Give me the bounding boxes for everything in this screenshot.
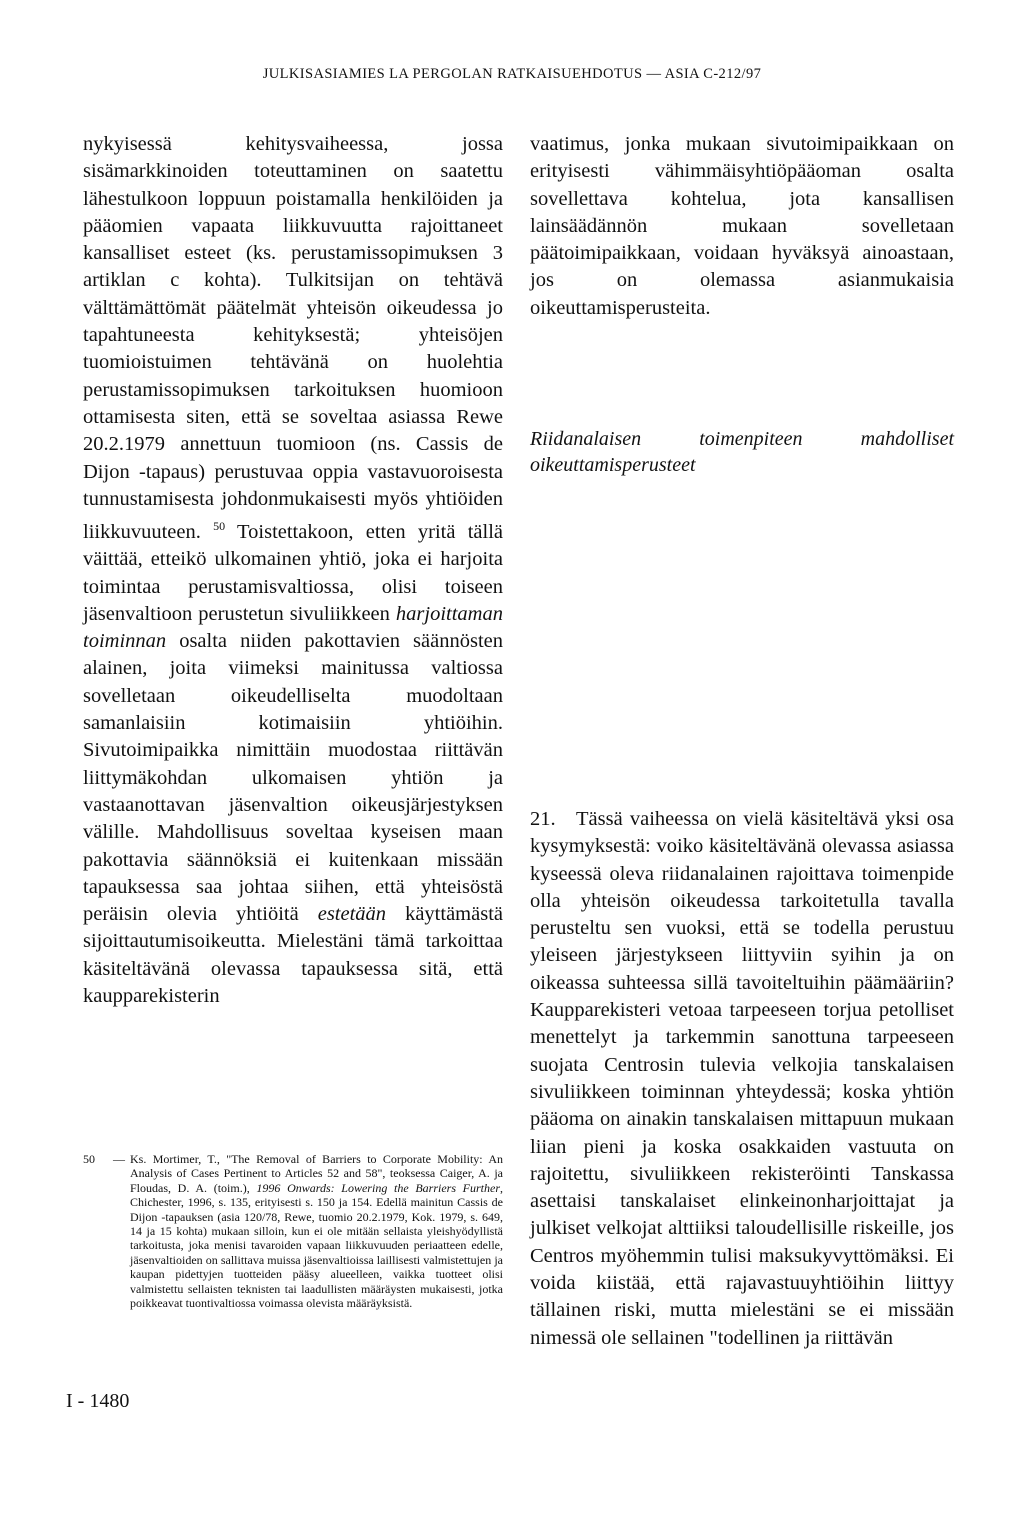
paragraph-text: Tässä vaiheessa on vielä käsiteltävä yksi osa kysymyksestä: voiko käsiteltävänä olevassa asiassa kyseessä oleva riidanalainen rajoittava toimenpide olla yhteisön oikeudessa tarkoitetulla tavalla perusteltu sen vuoksi, että se todella perustuu yleiseen järjestykseen liittyviin syihin ja on oikeassa suhteessa sillä tavoiteltuihin päämääriin? Kaupparekisteri vetoaa tarpeeseen torjua petolliset menettelyt ja tarkemmin sanottuna tarpeeseen suojata Centrosin tulevia velkojia tanskalaisen sivuliikkeen toiminnan yhteydessä; koska yhtiön pääoma on ainakin tanskalaisen mittapuun mukaan liian pieni ja koska osakkaiden vastuuta on rajoitettu, sivuliikkeen rekisteröinti Tanskassa asettaisi tanskalaiset elinkeinonharjoittajat ja julkiset velkojat alttiiksi taloudellisille riskeille, jos Centros myöhemmin tulisi maksukyvyttömäksi. Ei voida kiistää, että rajavastuuyhtiöihin liittyy tällainen riski, mutta mielestäni se ei missään nimessä ole sellainen "todellinen ja riittävän [530, 808, 954, 1349]
book-title: 1996 Onwards: Lowering the Barriers Further [256, 1180, 501, 1195]
footnote-dash: — [113, 1152, 125, 1166]
footnote-text [130, 1152, 503, 1310]
left-column [83, 131, 503, 1010]
body-paragraph [83, 131, 503, 1010]
page-number: I - 1480 [66, 1390, 130, 1412]
footnote-text-part: , Chichester, 1996, s. 135, erityisesti s. 150 ja 154. Edellä mainitun Cassis de Dijon -tapauksen (asia 120/78, Rewe, tuomio 20.2.1979, Kok. 1979, s. 649, 14 ja 15 kohta) mukaan silloin, kun ei ole mitään sellaista yleishyödyllistä tarkoitusta, joka menisi tavaroiden vapaan liikkuvuuden periaatteen edelle, jäsenvaltioiden on sallittava muissa jäsenvaltioissa laillisesti valmistettujen ja kaupan pidettyjen tuotteiden pääsy alueelleen, vaikka tuotteet olisi valmistettu sellaisten teknisten tai laadullisten määräysten mukaisesti, jotka poikkeavat tuontivaltiossa voimassa olevista määräyksistä. [130, 1180, 504, 1311]
body-text: Toistettakoon, etten yritä tällä väittää, etteikö ulkomainen yhtiö, joka ei harjoita toimintaa perustamisvaltiossa, olisi toiseen jäsenvaltioon perustetun sivuliikkeen [83, 520, 503, 625]
numbered-paragraph [530, 806, 954, 1352]
footnote-text-part: Ks. Mortimer, T., "The Removal of Barriers to Corporate Mobility: An Analysis of Cases Pertinent to Articles 52 and 58", teoksessa Caiger, A. ja Floudas, D. A. (toim.), [130, 1152, 503, 1195]
footnote [83, 1152, 503, 1310]
body-paragraph: vaatimus, jonka mukaan sivutoimipaikkaan on erityisesti vähimmäisyhtiöpääoman osalta sovellettava kohtelua, jota kansallisen lainsäädännön mukaan sovelletaan päätoimipaikkaan, voidaan hyväksyä ainoastaan, jos on olemassa asianmukaisia oikeuttamisperusteita. [530, 133, 954, 319]
body-text: nykyisessä kehitysvaiheessa, jossa sisämarkkinoiden toteuttaminen on saatettu lähestulkoon loppuun poistamalla henkilöiden ja pääomien vapaata liikkuvuutta rajoittaneet kansalliset esteet (ks. perustamissopimuksen 3 artiklan c kohta). Tulkitsijan on tehtävä välttämättömät päätelmät yhteisön oikeudessa jo tapahtuneesta kehityksestä; yhteisöjen tuomioistuimen tehtävänä on huolehtia perustamissopimuksen tarkoituksen huomioon ottamisesta siten, että se soveltaa asiassa Rewe 20.2.1979 annettuun tuomioon (ns. Cassis de Dijon -tapaus) perustuvaa oppia vastavuoroisesta tunnustamisesta johdonmukaisesti myös yhtiöiden liikkuvuuteen. [83, 133, 503, 543]
paragraph-number: 21. [530, 808, 556, 830]
body-text: osalta niiden pakottavien säännösten alainen, joita viimeksi mainitussa valtiossa sovelletaan oikeudelliselta muodoltaan samanlaisiin kotimaisiin yhtiöihin. Sivutoimipaikka nimittäin muodostaa riittävän liittymäkohdan ulkomaisen yhtiön ja vastaanottavan jäsenvaltion oikeusjärjestyksen välille. Mahdollisuus soveltaa kyseisen maan pakottavia säännöksiä ei kuitenkaan missään tapauksessa saa johtaa siihen, että yhteisöstä peräisin olevia yhtiöitä [83, 630, 503, 926]
footnote-reference: 50 [213, 519, 226, 534]
emphasized-text: estetään [317, 903, 387, 926]
right-column [530, 131, 954, 322]
running-header: JULKISASIAMIES LA PERGOLAN RATKAISUEHDOTUS — ASIA C-212/97 [262, 66, 762, 82]
body-text: käyttämästä sijoittautumisoikeutta. Mielestäni tämä tarkoittaa käsiteltävänä olevassa tapauksessa sitä, että kaupparekisterin [83, 903, 503, 1008]
section-heading: Riidanalaisen toimenpiteen mahdolliset oikeuttamisperusteet [530, 428, 954, 476]
footnote-number: 50 [83, 1152, 95, 1166]
emphasized-text: harjoittaman toiminnan [83, 602, 503, 653]
